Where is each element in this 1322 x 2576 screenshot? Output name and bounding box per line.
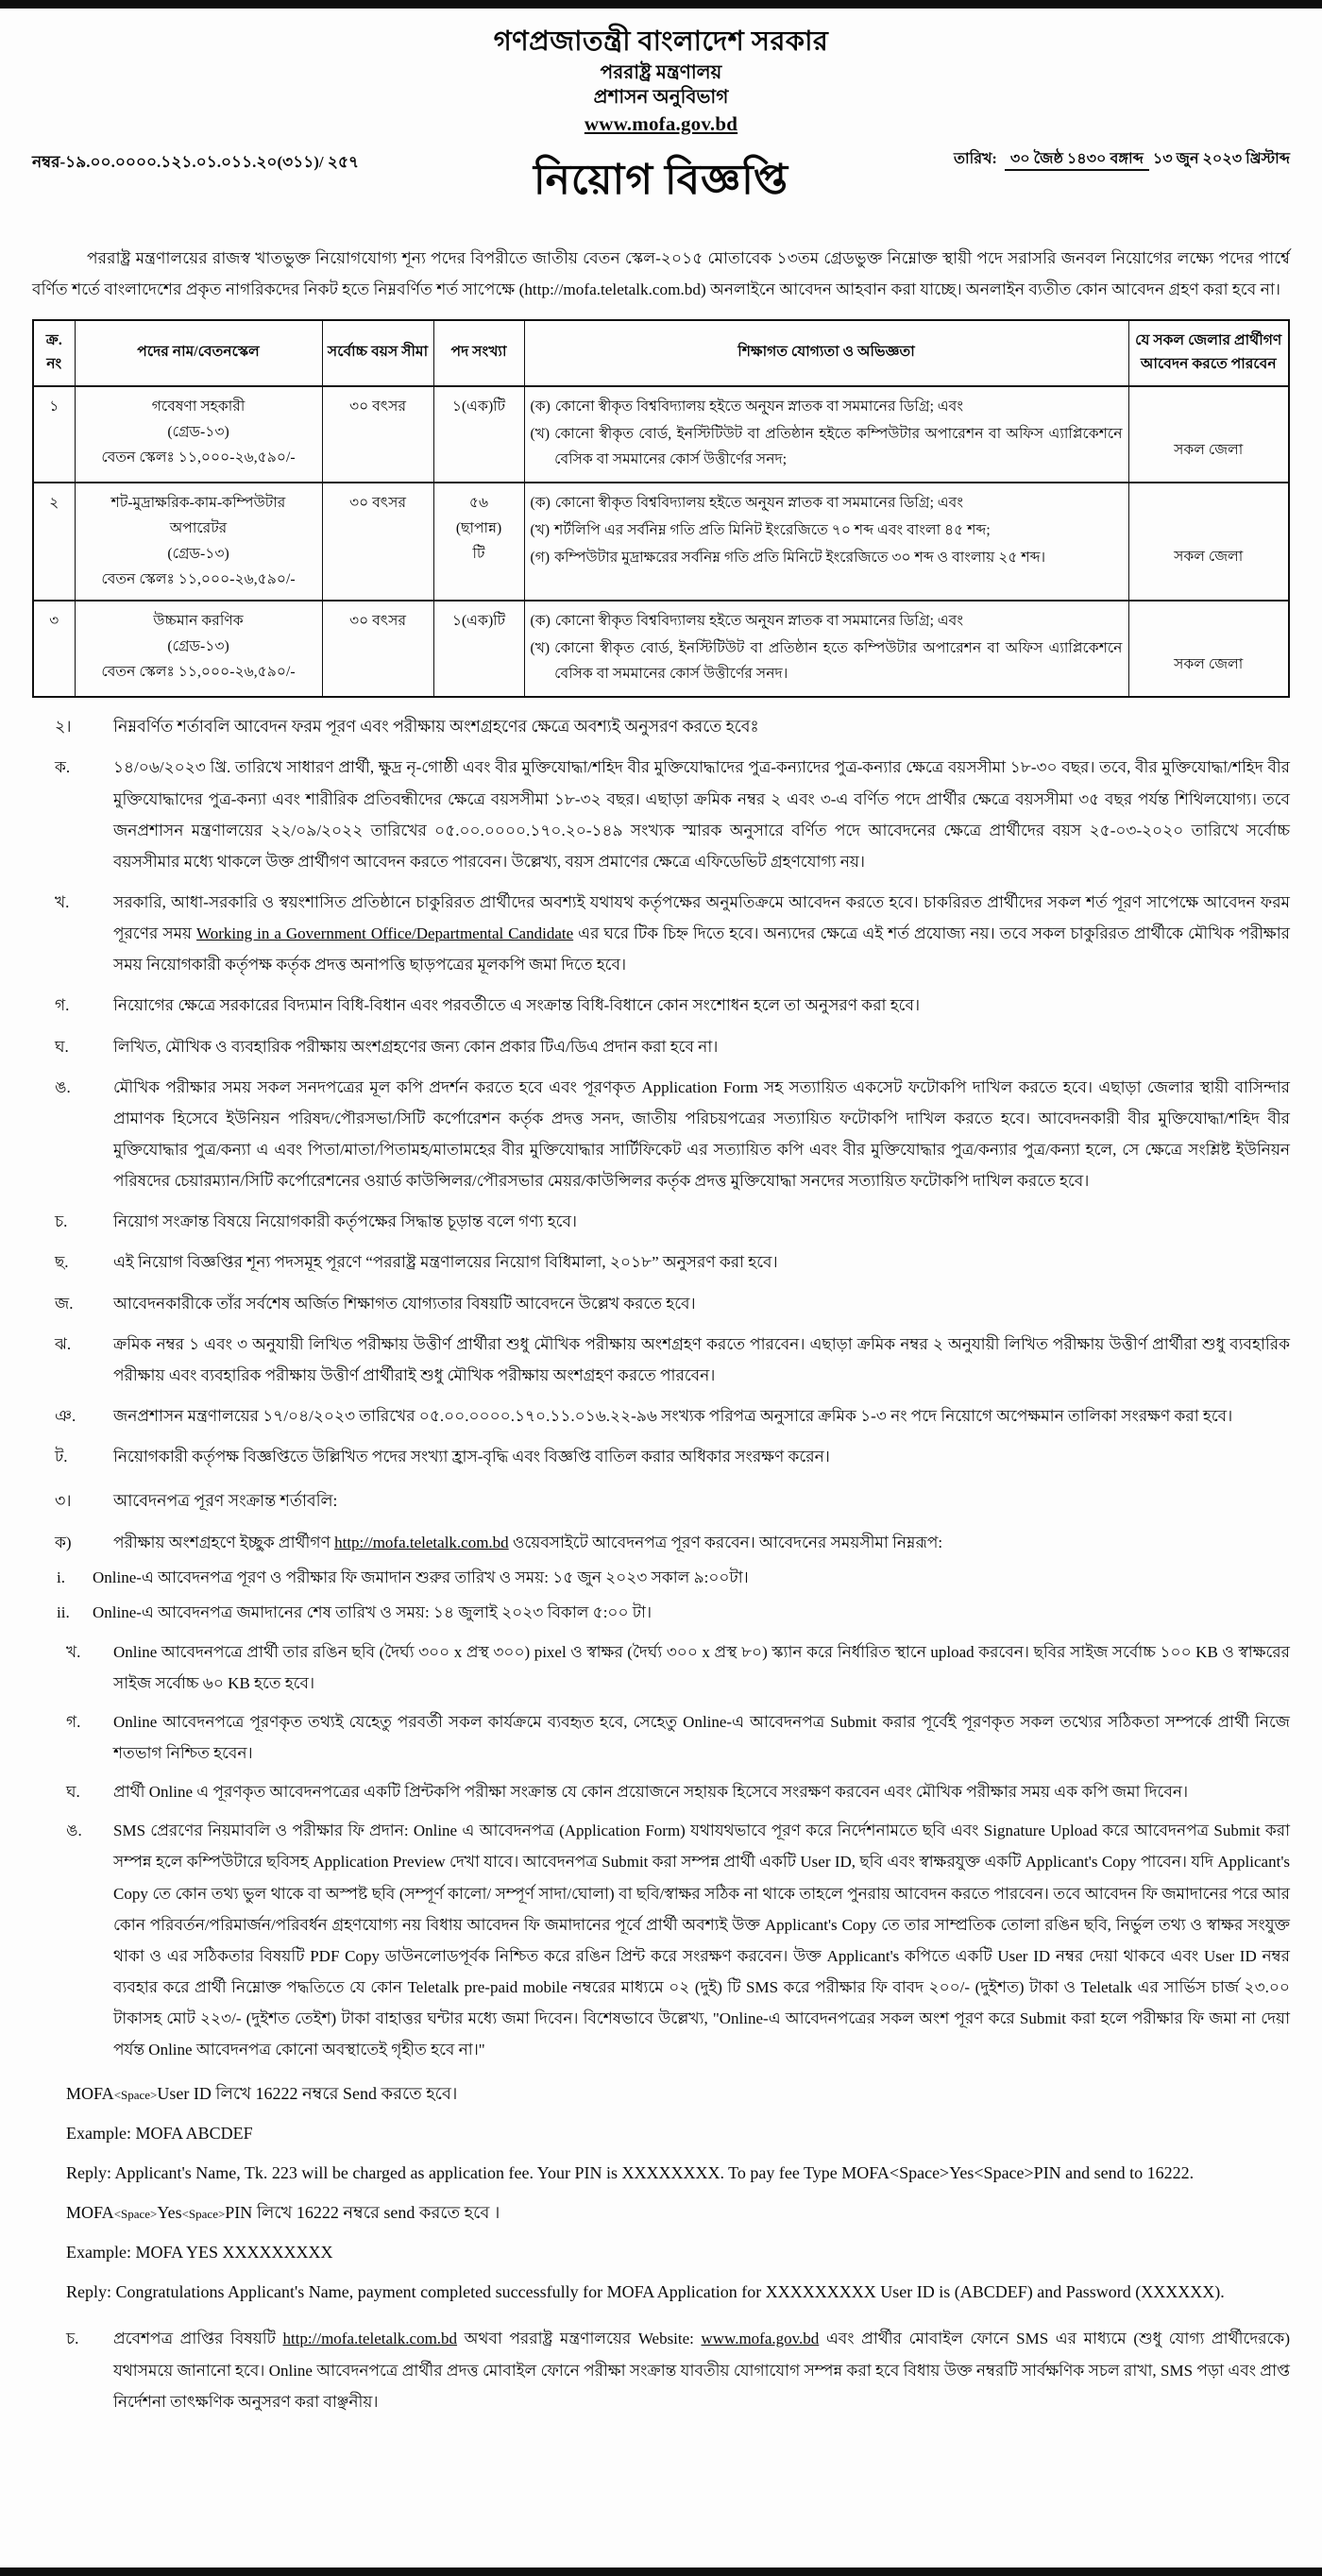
qualification-text: কোনো স্বীকৃত বোর্ড, ইনস্টিটিউট বা প্রতিষ্ঠান হতে কম্পিউটার অপারেশন বা অফিস এ্যাপ্লিকেশনে বেসিক বা সমমানের কোর্স উত্তীর্ণের সনদ। bbox=[554, 639, 1123, 683]
clause-3-ga bbox=[32, 1706, 1290, 1769]
clause-text bbox=[113, 1527, 1290, 1558]
qualification-key: (খ) bbox=[530, 425, 551, 442]
clause-text-part1: পরীক্ষায় অংশগ্রহণে ইচ্ছুক প্রার্থীগণ bbox=[113, 1534, 335, 1552]
clause-text: Online আবেদনপত্রে পূরণকৃত তথ্যই যেহেতু পরবর্তী সকল কার্যক্রমে ব্যবহৃত হবে, সেহেতু Online-এ আবেদনপত্র Submit করার পূর্বেই পূরণকৃত সকল তথ্যের সঠিকতা সম্পর্কে প্রার্থী নিজে শতভাগ নিশ্চিত হবেন। bbox=[113, 1712, 1290, 1763]
clause-marker: ঝ. bbox=[55, 1334, 72, 1353]
qualification-item bbox=[531, 545, 1123, 570]
ministry-name: পররাষ্ট্র মন্ত্রণালয় bbox=[600, 62, 722, 84]
cell-qualification bbox=[524, 386, 1128, 483]
cell-sl: ১ bbox=[33, 386, 75, 483]
clause-text-part3: এবং প্রার্থীর মোবাইল ফোনে SMS এর মাধ্যমে (শুধু যোগ্য প্রার্থীদেরকে) যথাসময়ে জানানো হবে। Online আবেদনপত্রে প্রার্থীর প্রদত্ত মোবাইল ফোনে পরীক্ষা সংক্রান্ত যাবতীয় যোগাযোগ সম্পন্ন করা হবে বিধায় উক্ত নম্বরটি সার্বক্ষণিক সচল রাখা, SMS পড়া এবং প্রাপ্ত নির্দেশনা তাৎক্ষণিক অনুসরণ করা বাঞ্ছনীয়। bbox=[113, 2330, 1290, 2411]
cell-district bbox=[1128, 601, 1289, 697]
clause-text: SMS প্রেরণের নিয়মাবলি ও পরীক্ষার ফি প্রদান: Online এ আবেদনপত্র (Application Form) যথাযথভাবে পূরণ করে নির্দেশনামতে ছবি এবং Signature Upload করে আবেদনপত্র Submit করা সম্পন্ন হলে কম্পিউটারে ছবিসহ Application Preview দেখা যাবে। আবেদনপত্র Submit করা সম্পন্ন প্রার্থী একটি User ID, ছবি এবং স্বাক্ষরযুক্ত একটি Applicant's Copy পাবেন। যদি Applicant's Copy তে কোন তথ্য ভুল থাকে বা অস্পষ্ট ছবি (সম্পূর্ণ কালো/ সম্পূর্ণ সাদা/ঘোলা) বা ছবি/স্বাক্ষর সঠিক না থাকে তাহলে পুনরায় আবেদন করতে পারবেন। তবে আবেদন ফি জমাদানের পরে আর কোন পরিবর্তন/পরিমার্জন/পরিবর্ধন গ্রহণযোগ্য নয় বিধায় আবেদন ফি জমাদানের পূর্বে প্রার্থী অবশ্যই উক্ত Applicant's Copy তে তার সাম্প্রতিক তোলা রঙিন ছবি, নির্ভুল তথ্য ও স্বাক্ষর সংযুক্ত থাকা ও এর সঠিকতার বিষয়টি PDF Copy ডাউনলোডপূর্বক নিশ্চিত করে রঙিন প্রিন্ট করে সংরক্ষণ করবেন। উক্ত Applicant's কপিতে একটি User ID নম্বর দেয়া থাকবে এবং User ID নম্বর ব্যবহার করে প্রার্থী নিম্নোক্ত পদ্ধতিতে যে কোন Teletalk pre-paid mobile নম্বরের মাধ্যমে ০২ (দুই) টি SMS করে পরীক্ষার ফি বাবদ ২০০/- (দুইশত) টাকা ও Teletalk এর সার্ভিস চার্জ ২৩.০০ টাকাসহ মোট ২২৩/- (দুইশত তেইশ) টাকা বাহাত্তর ঘন্টার মধ্যে জমা দিবেন। বিশেষভাবে উল্লেখ্য, "Online-এ আবেদনপত্রের সকল অংশ পূরণ করে Submit করা হলে পরীক্ষার ফি জমা না দেয়া পর্যন্ত Online আবেদনপত্র কোনো অবস্থাতেই গৃহীত হবে না।" bbox=[113, 1822, 1290, 2059]
clause-text-part1: সরকারি, আধা-সরকারি ও স্বয়ংশাসিত প্রতিষ্ঠানে চাকুরিরত প্রার্থীদের অবশ্যই যথাযথ কর্তৃপক্ষের অনুমতিক্রমে আবেদন করতে হবে। চাকরিরত প্রার্থীদের সকল শর্ত পূরণ সাপেক্ষে আবেদন ফরম পূরণের সময় bbox=[113, 893, 1290, 943]
teletalk-portal-link[interactable]: http://mofa.teletalk.com.bd bbox=[282, 2330, 458, 2348]
section-3-heading: আবেদনপত্র পূরণ সংক্রান্ত শর্তাবলি: bbox=[113, 1491, 338, 1511]
clause-2-ka bbox=[32, 752, 1290, 877]
cell-post bbox=[75, 483, 322, 601]
clause-text bbox=[113, 2323, 1290, 2416]
cell-count: ১(এক)টি bbox=[433, 386, 524, 483]
clause-marker: ঘ. bbox=[66, 1783, 80, 1802]
qualification-key: (খ) bbox=[530, 639, 551, 656]
sms-yes-token: Yes bbox=[157, 2203, 182, 2223]
roman-marker: ii. bbox=[57, 1603, 70, 1622]
sms-reply-2-line2: User ID is (ABCDEF) and Password (XXXXXX). bbox=[880, 2282, 1225, 2302]
district-value: সকল জেলা bbox=[1174, 655, 1244, 672]
sms-reply-2 bbox=[66, 2276, 1290, 2308]
table-row bbox=[33, 483, 1289, 601]
clause-text: ১৪/০৬/২০২৩ খ্রি. তারিখে সাধারণ প্রার্থী, ক্ষুদ্র নৃ-গোষ্ঠী এবং বীর মুক্তিযোদ্ধা/শহিদ বীর মুক্তিযোদ্ধাদের পুত্র-কন্যাদের পুত্র-কন্যার ক্ষেত্রে বয়সসীমা ১৮-৩০ বছর। তবে, বীর মুক্তিযোদ্ধা/শহিদ বীর মুক্তিযোদ্ধাদের পুত্র-কন্যা এবং শারীরিক প্রতিবন্ধীদের ক্ষেত্রে বয়সসীমা ১৮-৩২ বছর। এছাড়া ক্রমিক নম্বর ২ এবং ৩-এ বর্ণিত পদে প্রার্থীর ক্ষেত্রে বয়সসীমা ৩৫ বছর পর্যন্ত শিথিলযোগ্য। তবে জনপ্রশাসন মন্ত্রণালয়ের ২২/০৯/২০২২ তারিখের ০৫.০০.০০০০.১৭০.২০-১৪৯ সংখ্যক স্মারক অনুসারে বর্ণিত পদে আবেদনের ক্ষেত্রে প্রার্থীদের বয়স ২৫-০৩-২০২০ তারিখে সর্বোচ্চ বয়সসীমার মধ্যে থাকলে উক্ত প্রার্থীগণ আবেদন করতে পারবেন। উল্লেখ্য, বয়স প্রমাণের ক্ষেত্রে এফিডেভিট গ্রহণযোগ্য নয়। bbox=[113, 758, 1291, 871]
clause-text-part1: প্রবেশপত্র প্রাপ্তির বিষয়টি bbox=[113, 2330, 283, 2348]
government-name: গণপ্রজাতন্ত্রী বাংলাদেশ সরকার bbox=[493, 26, 829, 57]
qualification-text: শর্টলিপি এর সর্বনিম্ন গতি প্রতি মিনিট ইংরেজিতে ৭০ শব্দ এবং বাংলা ৪৫ শব্দ; bbox=[554, 521, 991, 538]
sms-userid-token: User ID bbox=[157, 2084, 212, 2104]
clause-2-gha bbox=[32, 1031, 1290, 1062]
clause-text: লিখিত, মৌখিক ও ব্যবহারিক পরীক্ষায় অংশগ্রহণের জন্য কোন প্রকার টিএ/ডিএ প্রদান করা হবে না। bbox=[113, 1037, 719, 1056]
deadline-item-end bbox=[32, 1597, 1290, 1628]
clause-text-part2: সহ সত্যায়িত একসেট ফটোকপি দাখিল করতে হবে। এছাড়া জেলার স্থায়ী বাসিন্দার প্রামাণক হিসেবে ইউনিয়ন পরিষদ/পৌরসভা/সিটি কর্পোরেশন কর্তৃক প্রদত্ত সনদ, জাতীয় পরিচয়পত্রের সত্যায়িত ফটোকপি দাখিল করতে হবে। আবেদনকারী বীর মুক্তিযোদ্ধা/শহিদ বীর মুক্তিযোদ্ধার পুত্র/কন্যা এ এবং পিতা/মাতা/পিতামহ/মাতামহের বীর মুক্তিযোদ্ধার সার্টিফিকেট এর সত্যায়িত কপি এবং বীর মুক্তিযোদ্ধার পুত্র/কন্যার পুত্র/কন্যা হলে, সে ক্ষেত্রে সংশ্লিষ্ট ইউনিয়ন পরিষদের চেয়ারম্যান/সিটি কর্পোরেশনের ওয়ার্ড কাউন্সিলর/পৌরসভার মেয়র/কাউন্সিলর কর্তৃক প্রদত্ত মুক্তিযোদ্ধা সনদের সত্যায়িত ফটোকপি দাখিল করতে হবে। bbox=[113, 1077, 1290, 1191]
sms-format-userid bbox=[66, 2078, 1290, 2109]
post-grade: (গ্রেড-১৩) bbox=[167, 546, 229, 563]
clause-3-kha bbox=[32, 1636, 1290, 1699]
departmental-candidate-label: Working in a Government Office/Departmental Candidate bbox=[196, 924, 574, 943]
notice-sheet bbox=[0, 8, 1322, 2442]
sms-example-2: Example: MOFA YES XXXXXXXXX bbox=[66, 2242, 333, 2262]
sms-reply-2-line1: Reply: Congratulations Applicant's Name, payment completed successfully for MOFA Application for XXXXXXXXX bbox=[66, 2282, 876, 2302]
cell-district bbox=[1128, 483, 1289, 601]
cell-age: ৩০ বৎসর bbox=[322, 483, 433, 601]
sms-format-pin bbox=[66, 2197, 1290, 2228]
sms-reply-1-line1: Reply: Applicant's Name, Tk. 223 will be charged as application fee. Your PIN is XXXXXXXX. To pay fee Type bbox=[66, 2163, 838, 2183]
clause-2-nya bbox=[32, 1400, 1290, 1432]
post-name: শট-মুদ্রাক্ষরিক-কাম-কম্পিউটার bbox=[110, 494, 286, 511]
table-row bbox=[33, 601, 1289, 697]
qualification-item bbox=[531, 490, 1123, 516]
mofa-website-link[interactable]: www.mofa.gov.bd bbox=[701, 2330, 820, 2348]
division-name: প্রশাসন অনুবিভাগ bbox=[593, 86, 729, 108]
clause-marker: চ. bbox=[55, 1212, 68, 1231]
post-name-2: অপারেটর bbox=[169, 519, 228, 536]
col-header-sl: ক্র. নং bbox=[33, 320, 75, 386]
section-3-heading-row bbox=[32, 1485, 1290, 1517]
date-label: তারিখ: bbox=[954, 150, 997, 167]
clause-2-cha bbox=[32, 1206, 1290, 1237]
clause-text: নিয়োগের ক্ষেত্রে সরকারের বিদ্যমান বিধি-বিধান এবং পরবর্তীতে এ সংক্রান্ত বিধি-বিধানে কোন সংশোধন হলে তা অনুসরণ করা হবে। bbox=[113, 996, 921, 1015]
cell-qualification bbox=[524, 601, 1128, 697]
post-name: উচ্চমান করণিক bbox=[153, 612, 244, 629]
clause-marker: গ. bbox=[66, 1712, 81, 1731]
clause-text: এই নিয়োগ বিজ্ঞপ্তির শূন্য পদসমূহ পূরণে “পররাষ্ট্র মন্ত্রণালয়ের নিয়োগ বিধিমালা, ২০১৮” অনুসরণ করা হবে। bbox=[113, 1253, 778, 1272]
clause-marker: ঙ. bbox=[55, 1077, 71, 1096]
col-header-count: পদ সংখ্যা bbox=[433, 320, 524, 386]
clause-text: নিয়োগ সংক্রান্ত বিষয়ে নিয়োগকারী কর্তৃপক্ষের সিদ্ধান্ত চূড়ান্ত বলে গণ্য হবে। bbox=[113, 1212, 578, 1231]
clause-2-ga bbox=[32, 990, 1290, 1021]
intro-paragraph: পররাষ্ট্র মন্ত্রণালয়ের রাজস্ব খাতভুক্ত নিয়োগযোগ্য শূন্য পদের বিপরীতে জাতীয় বেতন স্কেল-২০১৫ মোতাবেক ১৩তম গ্রেডভুক্ত নিম্নোক্ত স্থায়ী পদে সরাসরি জনবল নিয়োগের লক্ষ্যে পদের পার্শ্বে বর্ণিত শর্তে বাংলাদেশের প্রকৃত নাগরিকদের নিকট হতে নিম্নবর্ণিত শর্ত সাপেক্ষে (http://mofa.teletalk.com.bd) অনলাইনে আবেদন আহবান করা যাচ্ছে। অনলাইন ব্যতীত কোন আবেদন গ্রহণ করা হবে না। bbox=[32, 248, 1290, 299]
posts-table bbox=[32, 319, 1290, 698]
memo-number: নম্বর-১৯.০০.০০০০.১২১.০১.০১১.২০(৩১১)/ ২৫৭ bbox=[32, 152, 360, 171]
ministry-website-link[interactable]: www.mofa.gov.bd bbox=[584, 112, 738, 136]
clause-text-part2: এর ঘরে টিক চিহ্ন দিতে হবে। অন্যদের ক্ষেত্রে এই শর্ত প্রযোজ্য নয়। তবে সকল চাকুরিরত প্রার্থীকে মৌখিক পরীক্ষার সময় নিয়োগকারী কর্তৃপক্ষ কর্তৃক প্রদত্ত অনাপত্তি ছাড়পত্রের মূলকপি জমা দিতে হবে। bbox=[113, 924, 1290, 974]
table-head bbox=[33, 320, 1289, 386]
teletalk-application-link[interactable]: http://mofa.teletalk.com.bd bbox=[334, 1534, 509, 1552]
sms-send-instruction: লিখে 16222 নম্বরে send করতে হবে । bbox=[252, 2203, 500, 2223]
qualification-text: কোনো স্বীকৃত বোর্ড, ইনস্টিটিউট বা প্রতিষ্ঠান হইতে কম্পিউটার অপারেশন বা অফিস এ্যাপ্লিকেশনে বেসিক বা সমমানের কোর্স উত্তীর্ণের সনদ; bbox=[554, 425, 1123, 468]
qualification-key: (খ) bbox=[530, 521, 551, 538]
qualification-key: (গ) bbox=[530, 550, 551, 567]
qualification-text: কম্পিউটার মুদ্রাক্ষরের সর্বনিম্ন গতি প্রতি মিনিটে ইংরেজিতে ৩০ শব্দ ও বাংলায় ২৫ শব্দ। bbox=[554, 550, 1046, 567]
clause-marker: ক) bbox=[55, 1534, 72, 1552]
section-2-number: ২। bbox=[55, 716, 72, 736]
clause-text-part2: অথবা পররাষ্ট্র মন্ত্রণালয়ের Website: bbox=[457, 2330, 702, 2348]
cell-age: ৩০ বৎসর bbox=[322, 386, 433, 483]
qualification-item bbox=[531, 421, 1123, 473]
date-bangla: ৩০ জৈষ্ঠ ১৪৩০ বঙ্গাব্দ bbox=[1005, 151, 1149, 171]
clause-2-kha bbox=[32, 887, 1290, 980]
col-header-post: পদের নাম/বেতনস্কেল bbox=[75, 320, 322, 386]
qualification-text: কোনো স্বীকৃত বিশ্ববিদ্যালয় হইতে অনূ্যন স্নাতক বা সমমানের ডিগ্রি; এবং bbox=[554, 612, 964, 629]
col-header-age: সর্বোচ্চ বয়স সীমা bbox=[322, 320, 433, 386]
clause-marker: ছ. bbox=[55, 1253, 69, 1272]
clause-marker: গ. bbox=[55, 996, 70, 1015]
cell-count: ১(এক)টি bbox=[433, 601, 524, 697]
cell-qualification bbox=[524, 483, 1128, 601]
section-2-heading-row bbox=[32, 711, 1290, 743]
date-block bbox=[954, 144, 1290, 172]
cell-age: ৩০ বৎসর bbox=[322, 601, 433, 697]
deadline-item-start bbox=[32, 1562, 1290, 1593]
post-grade: (গ্রেড-১৩) bbox=[167, 423, 229, 440]
qualification-text: কোনো স্বীকৃত বিশ্ববিদ্যালয় হইতে অনূ্যন স্নাতক বা সমমানের ডিগ্রি; এবং bbox=[554, 494, 964, 511]
qualification-key: (ক) bbox=[530, 612, 551, 629]
sms-space-token: <Space> bbox=[181, 2207, 226, 2222]
count-suffix: টি bbox=[472, 546, 485, 563]
cell-count bbox=[433, 483, 524, 601]
qualification-item bbox=[531, 636, 1123, 687]
clause-text: Online আবেদনপত্রে প্রার্থী তার রঙিন ছবি (দৈর্ঘ্য ৩০০ x প্রস্থ ৩০০) pixel ও স্বাক্ষর (দৈর্ঘ্য ৩০০ x প্রস্থ ৮০) স্ক্যান করে নির্ধারিত স্থানে upload করবেন। ছবির সাইজ সর্বোচ্চ ১০০ KB ও স্বাক্ষরের সাইজ সর্বোচ্চ ৬০ KB হতে হবে। bbox=[113, 1642, 1290, 1692]
clause-2-jha bbox=[32, 1329, 1290, 1391]
clause-marker: খ. bbox=[55, 893, 70, 912]
clause-text: প্রার্থী Online এ পূরণকৃত আবেদনপত্রের একটি প্রিন্টকপি পরীক্ষা সংক্রান্ত যে কোন প্রয়োজনে সহায়ক হিসেবে সংরক্ষণ করবেন এবং মৌখিক পরীক্ষার সময় এক কপি জমা দিবেন। bbox=[113, 1783, 1189, 1802]
sms-space-token: <Space> bbox=[113, 2088, 158, 2103]
clause-marker: ক. bbox=[55, 758, 71, 777]
sms-reply-1 bbox=[66, 2157, 1290, 2189]
clause-2-uo bbox=[32, 1072, 1290, 1197]
clause-text-part2: ওয়েবসাইটে আবেদনপত্র পূরণ করবেন। আবেদনের সময়সীমা নিম্নরূপ: bbox=[508, 1534, 943, 1552]
sms-instructions-block bbox=[32, 2078, 1290, 2308]
page-title: নিয়োগ বিজ্ঞপ্তি bbox=[534, 156, 788, 203]
cell-sl: ৩ bbox=[33, 601, 75, 697]
cell-district bbox=[1128, 386, 1289, 483]
clause-text bbox=[113, 887, 1290, 980]
roman-text: Online-এ আবেদনপত্র পূরণ ও পরীক্ষার ফি জমাদান শুরুর তারিখ ও সময়: ১৫ জুন ২০২৩ সকাল ৯:০০টা। bbox=[93, 1568, 749, 1587]
table-row bbox=[33, 386, 1289, 483]
roman-marker: i. bbox=[57, 1568, 65, 1587]
sms-space-token: <Space> bbox=[113, 2207, 158, 2222]
cell-post bbox=[75, 601, 322, 697]
count-number: ৫৬ bbox=[468, 494, 489, 511]
count-words: (ছাপান্ন) bbox=[455, 519, 502, 536]
post-name: গবেষণা সহকারী bbox=[151, 398, 246, 415]
roman-text: Online-এ আবেদনপত্র জমাদানের শেষ তারিখ ও সময়: ১৪ জুলাই ২০২৩ বিকাল ৫:০০ টা। bbox=[93, 1603, 653, 1622]
cell-post bbox=[75, 386, 322, 483]
section-2-heading: নিম্নবর্ণিত শর্তাবলি আবেদন ফরম পূরণ এবং পরীক্ষায় অংশগ্রহণের ক্ষেত্রে অবশ্যই অনুসরণ করতে হবেঃ bbox=[113, 716, 759, 736]
col-header-district: যে সকল জেলার প্রার্থীগণ আবেদন করতে পারবেন bbox=[1128, 320, 1289, 386]
district-value: সকল জেলা bbox=[1174, 549, 1244, 566]
clause-marker: ঞ. bbox=[55, 1406, 76, 1425]
clause-text bbox=[113, 1072, 1290, 1197]
clause-marker: ট. bbox=[55, 1448, 68, 1466]
post-scale: বেতন স্কেলঃ ১১,০০০-২৬,৫৯০/- bbox=[101, 571, 296, 588]
qualification-key: (ক) bbox=[530, 494, 551, 511]
clause-text: নিয়োগকারী কর্তৃপক্ষ বিজ্ঞপ্তিতে উল্লিখিত পদের সংখ্যা হ্রাস-বৃদ্ধি এবং বিজ্ঞপ্তি বাতিল করার অধিকার সংরক্ষণ করেন। bbox=[113, 1448, 830, 1466]
clause-3-gha bbox=[32, 1776, 1290, 1807]
clause-3-cha-admit-card bbox=[32, 2323, 1290, 2416]
post-scale: বেতন স্কেলঃ ১১,০০০-২৬,৫৯০/- bbox=[101, 664, 296, 681]
date-gregorian: ১৩ জুন ২০২৩ খ্রিস্টাব্দ bbox=[1152, 150, 1290, 167]
clause-3-uo-sms-fee bbox=[32, 1815, 1290, 2065]
memo-and-date-row bbox=[32, 144, 1290, 218]
section-3-number: ৩। bbox=[55, 1491, 72, 1511]
qualification-item bbox=[531, 517, 1123, 543]
post-grade: (গ্রেড-১৩) bbox=[167, 637, 229, 654]
clause-2-chha bbox=[32, 1246, 1290, 1278]
table-body bbox=[33, 386, 1289, 697]
clause-2-ta bbox=[32, 1441, 1290, 1472]
clause-marker: ঙ. bbox=[66, 1822, 82, 1840]
letterhead bbox=[32, 25, 1290, 137]
clause-marker: ঘ. bbox=[55, 1037, 69, 1056]
application-form-label: Application Form bbox=[641, 1077, 758, 1096]
date-stack bbox=[1005, 146, 1290, 172]
sms-pin-token: PIN bbox=[225, 2203, 253, 2223]
district-value: সকল জেলা bbox=[1174, 441, 1244, 458]
qualification-item bbox=[531, 394, 1123, 419]
cell-sl: ২ bbox=[33, 483, 75, 601]
clause-marker: চ. bbox=[66, 2330, 79, 2348]
clause-text: আবেদনকারীকে তাঁর সর্বশেষ অর্জিত শিক্ষাগত যোগ্যতার বিষয়টি আবেদনে উল্লেখ করতে হবে। bbox=[113, 1294, 696, 1313]
qualification-item bbox=[531, 608, 1123, 634]
clause-marker: খ. bbox=[66, 1642, 81, 1661]
sms-send-instruction: লিখে 16222 নম্বরে Send করতে হবে। bbox=[211, 2084, 458, 2104]
clause-3-ka bbox=[32, 1527, 1290, 1558]
post-scale: বেতন স্কেলঃ ১১,০০০-২৬,৫৯০/- bbox=[101, 449, 296, 466]
clause-text: ক্রমিক নম্বর ১ এবং ৩ অনুযায়ী লিখিত পরীক্ষায় উত্তীর্ণ প্রার্থীরা শুধু মৌখিক পরীক্ষায় অংশগ্রহণ করতে পারবেন। এছাড়া ক্রমিক নম্বর ২ অনুযায়ী লিখিত পরীক্ষায় উত্তীর্ণ প্রার্থীরা শুধু ব্যবহারিক পরীক্ষায় এবং ব্যবহারিক পরীক্ষায় উত্তীর্ণ প্রার্থীরাই শুধু মৌখিক পরীক্ষায় অংশগ্রহণ করতে পারবেন। bbox=[113, 1334, 1290, 1384]
sms-keyword-mofa: MOFA bbox=[66, 2084, 114, 2104]
sms-keyword-mofa: MOFA bbox=[66, 2203, 114, 2223]
clause-text-part1: মৌখিক পরীক্ষার সময় সকল সনদপত্রের মূল কপি প্রদর্শন করতে হবে এবং পূরণকৃত bbox=[113, 1077, 642, 1096]
table-header-row bbox=[33, 320, 1289, 386]
qualification-text: কোনো স্বীকৃত বিশ্ববিদ্যালয় হইতে অনূ্যন স্নাতক বা সমমানের ডিগ্রি; এবং bbox=[554, 398, 964, 415]
sms-example-1: Example: MOFA ABCDEF bbox=[66, 2123, 253, 2143]
sms-reply-1-line2: MOFA<Space>Yes<Space>PIN and send to 16222. bbox=[841, 2163, 1195, 2183]
qualification-key: (ক) bbox=[530, 398, 551, 415]
clause-2-ja bbox=[32, 1288, 1290, 1319]
clause-text: জনপ্রশাসন মন্ত্রণালয়ের ১৭/০৪/২০২৩ তারিখের ০৫.০০.০০০০.১৭০.১১.০১৬.২২-৯৬ সংখ্যক পরিপত্র অনুসারে ক্রমিক ১-৩ নং পদে নিয়োগে অপেক্ষমান তালিকা সংরক্ষণ করা হবে। bbox=[113, 1406, 1233, 1425]
clause-marker: জ. bbox=[55, 1294, 74, 1313]
col-header-qualification: শিক্ষাগত যোগ্যতা ও অভিজ্ঞতা bbox=[524, 320, 1128, 386]
